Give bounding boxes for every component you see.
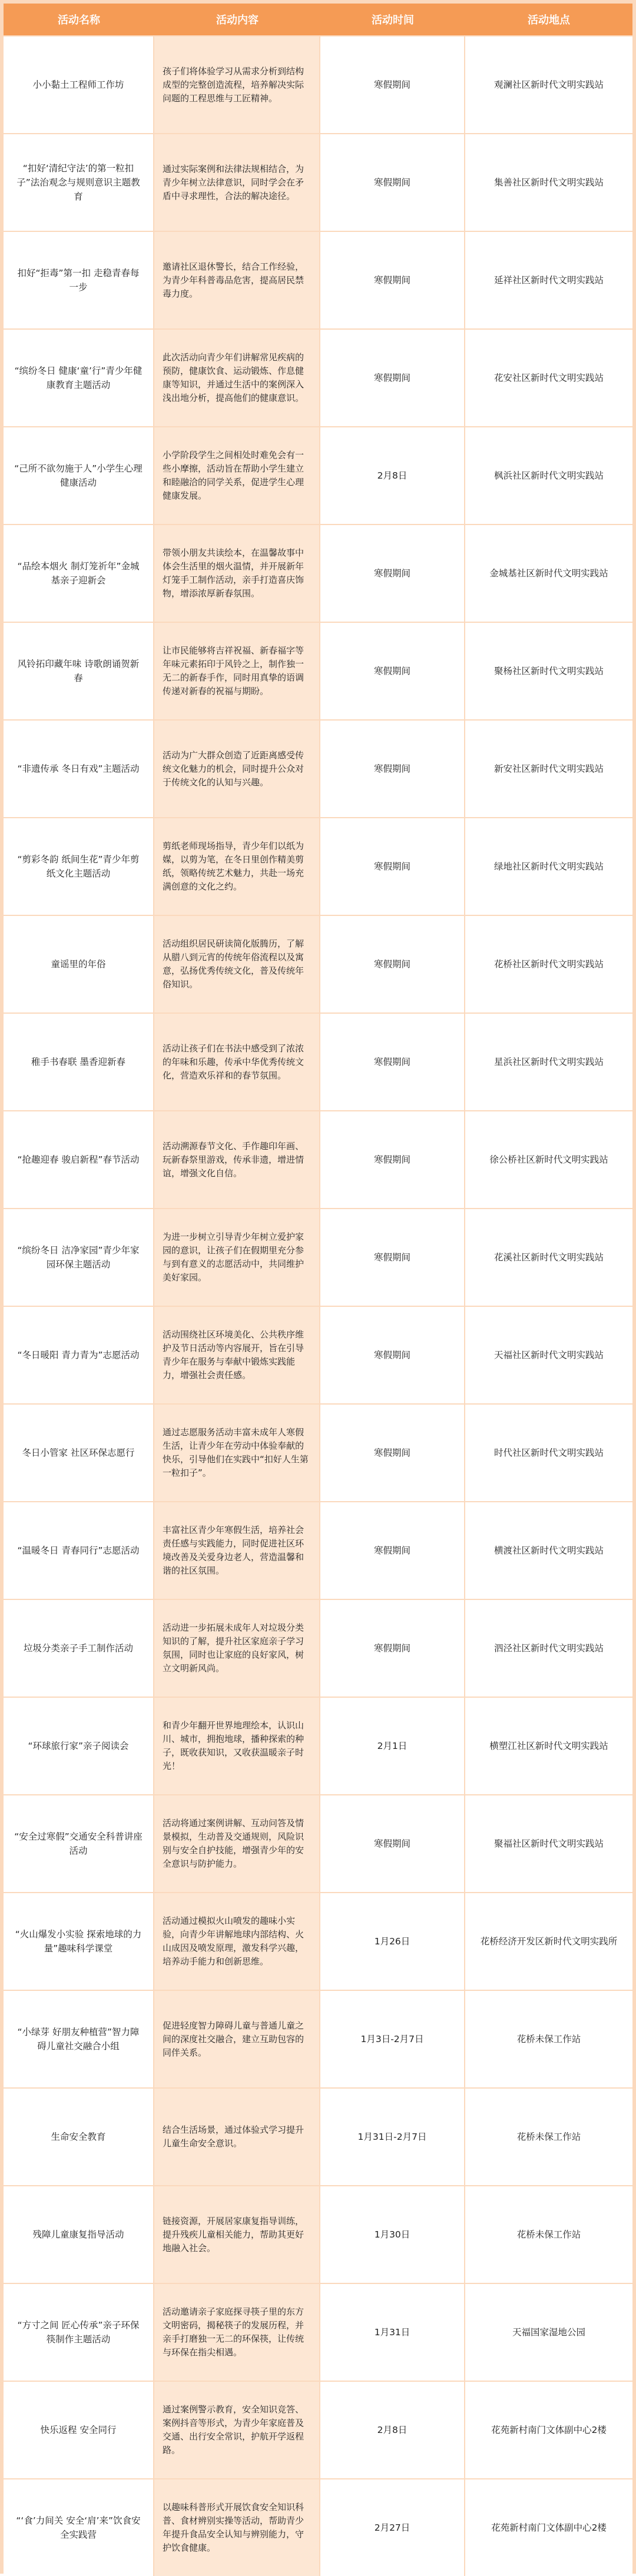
activity-time-cell bbox=[320, 1111, 465, 1208]
activity-place-cell bbox=[465, 2284, 632, 2381]
table-header bbox=[4, 4, 632, 35]
activity-place-text: 聚福社区新时代文明实践站 bbox=[493, 1838, 604, 1849]
activity-place-text: 花桥经济开发区新时代文明实践所 bbox=[480, 1936, 618, 1947]
activity-name-text: 快乐返程 安全同行 bbox=[40, 2425, 117, 2435]
activity-content-text: 通过志愿服务活动丰富未成年人寒假生活，让青少年在劳动中体验奉献的快乐，引导他们在实践中“扣好人生第一粒扣子”。 bbox=[163, 1427, 309, 1478]
activity-content-text: 活动溯源春节文化、手作趣印年画、玩新春祭里游戏，传承非遗，增进情谊，增强文化自信。 bbox=[163, 1140, 304, 1179]
activity-name-cell bbox=[4, 1014, 154, 1110]
activity-time-text: 寒假期间 bbox=[373, 373, 410, 383]
activity-name-cell bbox=[4, 2186, 154, 2283]
table-row bbox=[4, 1403, 632, 1501]
table-row bbox=[4, 1990, 632, 2087]
activity-name-text: “剪彩冬韵 纸间生花”青少年剪纸文化主题活动 bbox=[17, 854, 140, 879]
activity-time-text: 1月3日-2月7日 bbox=[360, 2034, 424, 2044]
activity-name-cell bbox=[4, 623, 154, 719]
table-row bbox=[4, 2283, 632, 2381]
activity-content-text: 剪纸老师现场指导，青少年们以纸为媒，以剪为笔，在冬日里创作精美剪纸，领略传统艺术魅力，共赴一场充满创意的文化之约。 bbox=[163, 841, 304, 892]
activity-time-cell bbox=[320, 232, 465, 328]
activity-place-cell bbox=[465, 1600, 632, 1697]
activity-place-text: 新安社区新时代文明实践站 bbox=[493, 763, 604, 774]
activity-time-text: 1月31日-2月7日 bbox=[357, 2132, 427, 2142]
table-row bbox=[4, 1697, 632, 1794]
activity-name-cell bbox=[4, 1991, 154, 2087]
activity-content-cell bbox=[154, 330, 320, 426]
header-activity-place: 活动地点 bbox=[528, 14, 570, 26]
activity-place-text: 天福社区新时代文明实践站 bbox=[493, 1350, 604, 1360]
activity-place-cell bbox=[465, 818, 632, 915]
activity-time-text: 寒假期间 bbox=[373, 1545, 410, 1556]
activity-name-cell bbox=[4, 232, 154, 328]
activity-place-cell bbox=[465, 2479, 632, 2576]
activity-content-text: 邀请社区退休警长，结合工作经验，为青少年科普毒品危害，提高居民禁毒力度。 bbox=[163, 261, 304, 299]
activity-name-text: 稚手书春联 墨香迎新春 bbox=[31, 1057, 125, 1067]
table-row bbox=[4, 2478, 632, 2576]
table-row bbox=[4, 1306, 632, 1403]
table-row bbox=[4, 1110, 632, 1208]
activity-time-text: 寒假期间 bbox=[373, 763, 410, 774]
table-row bbox=[4, 133, 632, 231]
activity-time-text: 2月1日 bbox=[377, 1741, 408, 1751]
activity-name-cell bbox=[4, 134, 154, 231]
activity-content-text: 链接资源，开展居家康复指导训练，提升残疾儿童相关能力，帮助其更好地融入社会。 bbox=[163, 2215, 304, 2253]
activity-name-text: “火山爆发小实验 探索地球的力量”趣味科学课堂 bbox=[15, 1929, 142, 1954]
activity-time-cell bbox=[320, 623, 465, 719]
table-body bbox=[4, 35, 632, 2576]
activity-time-text: 寒假期间 bbox=[373, 1448, 410, 1458]
activity-name-text: 生命安全教育 bbox=[51, 2132, 106, 2142]
activity-name-cell bbox=[4, 1502, 154, 1599]
activity-content-cell bbox=[154, 2284, 320, 2381]
activity-place-cell bbox=[465, 232, 632, 328]
activity-content-text: 通过案例警示教育，安全知识竞答、案例抖音等形式，为青少年家庭普及交通、出行安全常识，护航开学返程路。 bbox=[163, 2404, 304, 2455]
activity-content-cell bbox=[154, 623, 320, 719]
activity-content-cell bbox=[154, 2186, 320, 2283]
activity-time-text: 寒假期间 bbox=[373, 1350, 410, 1360]
activity-name-text: “‘食’力间关 安全‘肩’来”饮食安全实践营 bbox=[16, 2515, 141, 2540]
activity-content-text: 为进一步树立引导青少年树立爱护家园的意识，让孩子们在假期里充分参与到有意义的志愿活动中，共同维护美好家园。 bbox=[163, 1231, 304, 1283]
table-row bbox=[4, 1208, 632, 1306]
activity-name-text: 冬日小管家 社区环保志愿行 bbox=[22, 1448, 135, 1458]
table-row bbox=[4, 231, 632, 328]
activity-content-text: 活动进一步拓展未成年人对垃圾分类知识的了解，提升社区家庭亲子学习氛围，同时也让家庭的良好家风，树立文明新风尚。 bbox=[163, 1622, 304, 1674]
activity-place-cell bbox=[465, 36, 632, 133]
activity-content-text: 结合生活场景，通过体验式学习提升儿童生命安全意识。 bbox=[163, 2124, 304, 2149]
activity-name-cell bbox=[4, 2284, 154, 2381]
activity-place-text: 聚杨社区新时代文明实践站 bbox=[493, 666, 604, 676]
activity-time-cell bbox=[320, 1893, 465, 1990]
activity-place-text: 泗泾社区新时代文明实践站 bbox=[493, 1643, 604, 1654]
activity-time-text: 2月8日 bbox=[377, 2425, 408, 2435]
activity-content-cell bbox=[154, 36, 320, 133]
activity-place-cell bbox=[465, 330, 632, 426]
activity-time-text: 1月30日 bbox=[374, 2229, 410, 2240]
activity-content-text: 活动为广大群众创造了近距离感受传统文化魅力的机会，同时提升公众对于传统文化的认知与兴趣。 bbox=[163, 749, 304, 788]
activity-time-cell bbox=[320, 1698, 465, 1794]
activity-time-cell bbox=[320, 1502, 465, 1599]
activity-name-text: “缤纷冬日 健康‘童’行”青少年健康教育主题活动 bbox=[14, 366, 143, 390]
activity-name-text: “缤纷冬日 洁净家园”青少年家园环保主题活动 bbox=[17, 1245, 140, 1270]
activity-time-text: 寒假期间 bbox=[373, 1838, 410, 1849]
activity-content-text: 丰富社区青少年寒假生活，培养社会责任感与实践能力，同时促进社区环境改善及关爱身边老人，营造温馨和谐的社区氛围。 bbox=[163, 1525, 304, 1576]
activity-name-cell bbox=[4, 2479, 154, 2576]
activity-content-text: 以趣味科普形式开展饮食安全知识科普、食材辨别实操等活动，帮助青少年提升食品安全认知与辨别能力，守护饮食健康。 bbox=[163, 2502, 304, 2553]
activity-content-cell bbox=[154, 1893, 320, 1990]
activity-time-text: 1月26日 bbox=[374, 1936, 410, 1947]
table-row bbox=[4, 328, 632, 426]
activity-name-text: 小小黏土工程师工作坊 bbox=[32, 79, 124, 90]
activity-time-text: 2月27日 bbox=[374, 2522, 410, 2533]
activity-time-cell bbox=[320, 2089, 465, 2185]
activity-content-cell bbox=[154, 1991, 320, 2087]
table-row bbox=[4, 817, 632, 915]
activity-time-text: 寒假期间 bbox=[373, 959, 410, 970]
activity-time-text: 寒假期间 bbox=[373, 861, 410, 872]
activity-content-text: 孩子们将体验学习从需求分析到结构成型的完整创造流程，培养解决实际问题的工程思维与工匠精神。 bbox=[163, 65, 304, 104]
activity-content-cell bbox=[154, 134, 320, 231]
activity-place-cell bbox=[465, 1795, 632, 1892]
activity-time-text: 寒假期间 bbox=[373, 1057, 410, 1067]
table-row bbox=[4, 426, 632, 524]
table-row bbox=[4, 524, 632, 622]
header-activity-time: 活动时间 bbox=[372, 14, 414, 26]
activity-name-cell bbox=[4, 427, 154, 524]
activity-time-cell bbox=[320, 1795, 465, 1892]
activity-name-cell bbox=[4, 330, 154, 426]
activity-time-text: 1月31日 bbox=[374, 2327, 410, 2338]
table-row bbox=[4, 1794, 632, 1892]
activity-time-text: 2月8日 bbox=[377, 470, 408, 481]
header-activity-name: 活动名称 bbox=[58, 14, 100, 26]
activity-time-cell bbox=[320, 525, 465, 622]
activity-place-cell bbox=[465, 1014, 632, 1110]
activity-content-text: 活动通过模拟火山喷发的趣味小实验，向青少年讲解地球内部结构、火山成因及喷发原理，激发科学兴趣，培养动手能力和创新思维。 bbox=[163, 1916, 304, 1967]
activity-place-cell bbox=[465, 1307, 632, 1403]
activity-content-text: 通过实际案例和法律法规相结合，为青少年树立法律意识，同时学会在矛盾中寻求理性，合法的解决途径。 bbox=[163, 163, 304, 201]
activity-place-text: 观澜社区新时代文明实践站 bbox=[493, 79, 604, 90]
activity-name-text: “非遗传承 冬日有戏”主题活动 bbox=[17, 763, 140, 774]
activity-name-text: 童谣里的年俗 bbox=[51, 959, 106, 970]
activity-time-cell bbox=[320, 330, 465, 426]
activity-time-cell bbox=[320, 134, 465, 231]
activity-content-text: 活动围绕社区环境美化、公共秩序维护及节日活动等内容展开，旨在引导青少年在服务与奉献中锻炼实践能力，增强社会责任感。 bbox=[163, 1329, 304, 1380]
activity-content-cell bbox=[154, 1600, 320, 1697]
table-row bbox=[4, 1599, 632, 1697]
activity-place-text: 绿地社区新时代文明实践站 bbox=[493, 861, 604, 872]
activity-content-text: 活动组织居民研读简化版腾历，了解从腊八到元宵的传统年俗流程以及寓意，弘扬优秀传统文化，普及传统年俗知识。 bbox=[163, 938, 304, 990]
activity-place-text: 花苑新村南门文体副中心2楼 bbox=[491, 2425, 607, 2435]
activity-time-cell bbox=[320, 427, 465, 524]
activity-place-cell bbox=[465, 1405, 632, 1501]
activity-content-cell bbox=[154, 427, 320, 524]
table-row bbox=[4, 1501, 632, 1599]
activity-place-text: 花溪社区新时代文明实践站 bbox=[493, 1252, 604, 1263]
activity-time-cell bbox=[320, 2186, 465, 2283]
activity-name-text: “小绿芽 好朋友种植营”智力障碍儿童社交融合小组 bbox=[17, 2027, 140, 2051]
activity-time-cell bbox=[320, 1600, 465, 1697]
activity-place-text: 横塑江社区新时代文明实践站 bbox=[489, 1741, 608, 1751]
activity-place-cell bbox=[465, 1502, 632, 1599]
activity-name-text: “抢趣迎春 骏启新程”春节活动 bbox=[17, 1154, 140, 1165]
header-activity-content: 活动内容 bbox=[216, 14, 259, 26]
activity-name-cell bbox=[4, 916, 154, 1013]
activity-place-cell bbox=[465, 1991, 632, 2087]
activity-place-text: 星浜社区新时代文明实践站 bbox=[493, 1057, 604, 1067]
activity-name-cell bbox=[4, 1795, 154, 1892]
table-row bbox=[4, 35, 632, 133]
activity-name-cell bbox=[4, 2382, 154, 2478]
activity-content-cell bbox=[154, 525, 320, 622]
activity-time-cell bbox=[320, 1991, 465, 2087]
activity-place-text: 横渡社区新时代文明实践站 bbox=[493, 1545, 604, 1556]
activity-name-cell bbox=[4, 1209, 154, 1306]
activity-place-text: 花桥未保工作站 bbox=[516, 2132, 581, 2142]
activity-content-cell bbox=[154, 1502, 320, 1599]
activity-name-text: 垃圾分类亲子手工制作活动 bbox=[23, 1643, 133, 1654]
activity-name-cell bbox=[4, 1893, 154, 1990]
activity-place-text: 枫浜社区新时代文明实践站 bbox=[493, 470, 604, 481]
activity-time-cell bbox=[320, 36, 465, 133]
activity-content-cell bbox=[154, 1307, 320, 1403]
activity-time-cell bbox=[320, 818, 465, 915]
activity-place-cell bbox=[465, 134, 632, 231]
activity-place-text: 金城基社区新时代文明实践站 bbox=[489, 568, 608, 579]
activity-place-text: 花苑新村南门文体副中心2楼 bbox=[491, 2522, 607, 2533]
activity-place-cell bbox=[465, 623, 632, 719]
activity-time-cell bbox=[320, 1405, 465, 1501]
activity-content-cell bbox=[154, 1698, 320, 1794]
activity-content-text: 和青少年翻开世界地理绘本，认识山川、城市，拥抱地球，播种探索的种子，既收获知识，又收获温暖亲子时光！ bbox=[163, 1720, 304, 1771]
activity-place-cell bbox=[465, 1111, 632, 1208]
activity-content-cell bbox=[154, 916, 320, 1013]
activity-place-cell bbox=[465, 1893, 632, 1990]
activity-place-text: 花安社区新时代文明实践站 bbox=[493, 373, 604, 383]
activity-content-cell bbox=[154, 1405, 320, 1501]
activity-time-cell bbox=[320, 721, 465, 817]
activity-content-cell bbox=[154, 2382, 320, 2478]
activity-name-text: 扣好“拒毒”第一扣 走稳青春每一步 bbox=[17, 268, 140, 293]
activity-name-text: “方寸之间 匠心传承”亲子环保筷制作主题活动 bbox=[17, 2320, 140, 2345]
activity-name-cell bbox=[4, 1307, 154, 1403]
activity-name-cell bbox=[4, 1405, 154, 1501]
activity-name-text: “己所不欲勿施于人”小学生心理健康活动 bbox=[14, 463, 143, 488]
activity-time-text: 寒假期间 bbox=[373, 177, 410, 188]
activity-time-text: 寒假期间 bbox=[373, 666, 410, 676]
activity-place-cell bbox=[465, 2089, 632, 2185]
activity-content-cell bbox=[154, 721, 320, 817]
activity-time-cell bbox=[320, 1014, 465, 1110]
activity-name-text: “扣好‘清纪守法’的第一粒扣子”法治观念与规则意识主题教育 bbox=[16, 163, 140, 202]
activity-content-text: 此次活动向青少年们讲解常见疾病的预防，健康饮食、运动锻炼、作息健康等知识，并通过生活中的案例深入浅出地分析，提高他们的健康意识。 bbox=[163, 352, 304, 403]
activity-content-text: 活动让孩子们在书法中感受到了浓浓的年味和乐趣，传承中华优秀传统文化，营造欢乐祥和的春节氛围。 bbox=[163, 1043, 304, 1081]
activity-place-cell bbox=[465, 2186, 632, 2283]
activity-time-text: 寒假期间 bbox=[373, 79, 410, 90]
activity-name-cell bbox=[4, 2089, 154, 2185]
activity-name-text: “冬日暖阳 青力青为”志愿活动 bbox=[17, 1350, 140, 1360]
activity-name-cell bbox=[4, 1600, 154, 1697]
activity-name-cell bbox=[4, 818, 154, 915]
activity-place-text: 花桥未保工作站 bbox=[516, 2034, 581, 2044]
activity-content-cell bbox=[154, 1209, 320, 1306]
activity-name-text: 残障儿童康复指导活动 bbox=[32, 2229, 124, 2240]
activity-place-text: 集善社区新时代文明实践站 bbox=[493, 177, 604, 188]
activity-place-cell bbox=[465, 525, 632, 622]
activity-time-cell bbox=[320, 2479, 465, 2576]
activity-place-text: 徐公桥社区新时代文明实践站 bbox=[489, 1154, 608, 1165]
table-row bbox=[4, 915, 632, 1013]
activity-name-cell bbox=[4, 525, 154, 622]
activity-time-text: 寒假期间 bbox=[373, 1154, 410, 1165]
activity-place-text: 时代社区新时代文明实践站 bbox=[493, 1448, 604, 1458]
activity-content-cell bbox=[154, 1795, 320, 1892]
table-row bbox=[4, 622, 632, 719]
activity-content-text: 活动将通过案例讲解、互动问答及情景模拟，生动普及交通规则，风险识别与安全自护技能，增强青少年的安全意识与防护能力。 bbox=[163, 1818, 304, 1869]
activity-time-text: 寒假期间 bbox=[373, 275, 410, 286]
table-row bbox=[4, 1892, 632, 1990]
activity-name-cell bbox=[4, 721, 154, 817]
activity-name-cell bbox=[4, 1698, 154, 1794]
activity-content-cell bbox=[154, 1014, 320, 1110]
activity-place-text: 天福国家湿地公园 bbox=[512, 2327, 585, 2338]
table-row bbox=[4, 2087, 632, 2185]
activity-time-cell bbox=[320, 2284, 465, 2381]
activity-place-cell bbox=[465, 916, 632, 1013]
activity-name-text: “品绘本烟火 制灯笼祈年”金城基亲子迎新会 bbox=[17, 561, 140, 586]
activity-time-text: 寒假期间 bbox=[373, 1643, 410, 1654]
activity-time-cell bbox=[320, 1307, 465, 1403]
activity-time-cell bbox=[320, 2382, 465, 2478]
table-row bbox=[4, 2381, 632, 2478]
activity-content-cell bbox=[154, 232, 320, 328]
activity-place-text: 延祥社区新时代文明实践站 bbox=[493, 275, 604, 286]
activity-content-text: 带领小朋友共读绘本，在温馨故事中体会生活里的烟火温情，并开展新年灯笼手工制作活动，亲手打造喜庆饰物，增添浓厚新春氛围。 bbox=[163, 547, 304, 599]
activity-time-text: 寒假期间 bbox=[373, 1252, 410, 1263]
table-row bbox=[4, 2185, 632, 2283]
activity-content-cell bbox=[154, 2089, 320, 2185]
activity-name-text: 风铃拓印藏年味 诗歌朗诵贺新春 bbox=[17, 659, 140, 683]
activity-time-cell bbox=[320, 916, 465, 1013]
activity-place-text: 花桥未保工作站 bbox=[516, 2229, 581, 2240]
activity-time-text: 寒假期间 bbox=[373, 568, 410, 579]
activity-name-cell bbox=[4, 36, 154, 133]
activity-name-text: “环球旅行家”亲子阅读会 bbox=[28, 1741, 129, 1751]
activity-content-cell bbox=[154, 818, 320, 915]
activity-place-cell bbox=[465, 2382, 632, 2478]
activity-content-text: 促进轻度智力障碍儿童与普通儿童之间的深度社交融合，建立互助包容的同伴关系。 bbox=[163, 2020, 304, 2058]
activity-place-cell bbox=[465, 1698, 632, 1794]
activity-name-text: “温暖冬日 青春同行”志愿活动 bbox=[17, 1545, 140, 1556]
activity-place-cell bbox=[465, 427, 632, 524]
activity-content-cell bbox=[154, 1111, 320, 1208]
activity-time-cell bbox=[320, 1209, 465, 1306]
activity-content-text: 让市民能够将吉祥祝福、新春福字等年味元素拓印于风铃之上，制作独一无二的新春手作，同时用真挚的语调传递对新春的祝福与期盼。 bbox=[163, 645, 304, 696]
activity-name-cell bbox=[4, 1111, 154, 1208]
table-row bbox=[4, 1013, 632, 1110]
activity-place-text: 花桥社区新时代文明实践站 bbox=[493, 959, 604, 970]
activity-place-cell bbox=[465, 721, 632, 817]
activity-place-cell bbox=[465, 1209, 632, 1306]
table-row bbox=[4, 719, 632, 817]
activity-name-text: “安全过寒假”交通安全科普讲座活动 bbox=[14, 1831, 143, 1856]
activity-content-text: 活动邀请亲子家庭探寻筷子里的东方文明密码，揭秘筷子的发展历程，并亲手打磨独一无二的环保筷，让传统与环保在指尖相遇。 bbox=[163, 2306, 304, 2358]
activity-content-cell bbox=[154, 2479, 320, 2576]
activity-content-text: 小学阶段学生之间相处时难免会有一些小摩擦，活动旨在帮助小学生建立和睦融洽的同学关系，促进学生心理健康发展。 bbox=[163, 450, 304, 501]
